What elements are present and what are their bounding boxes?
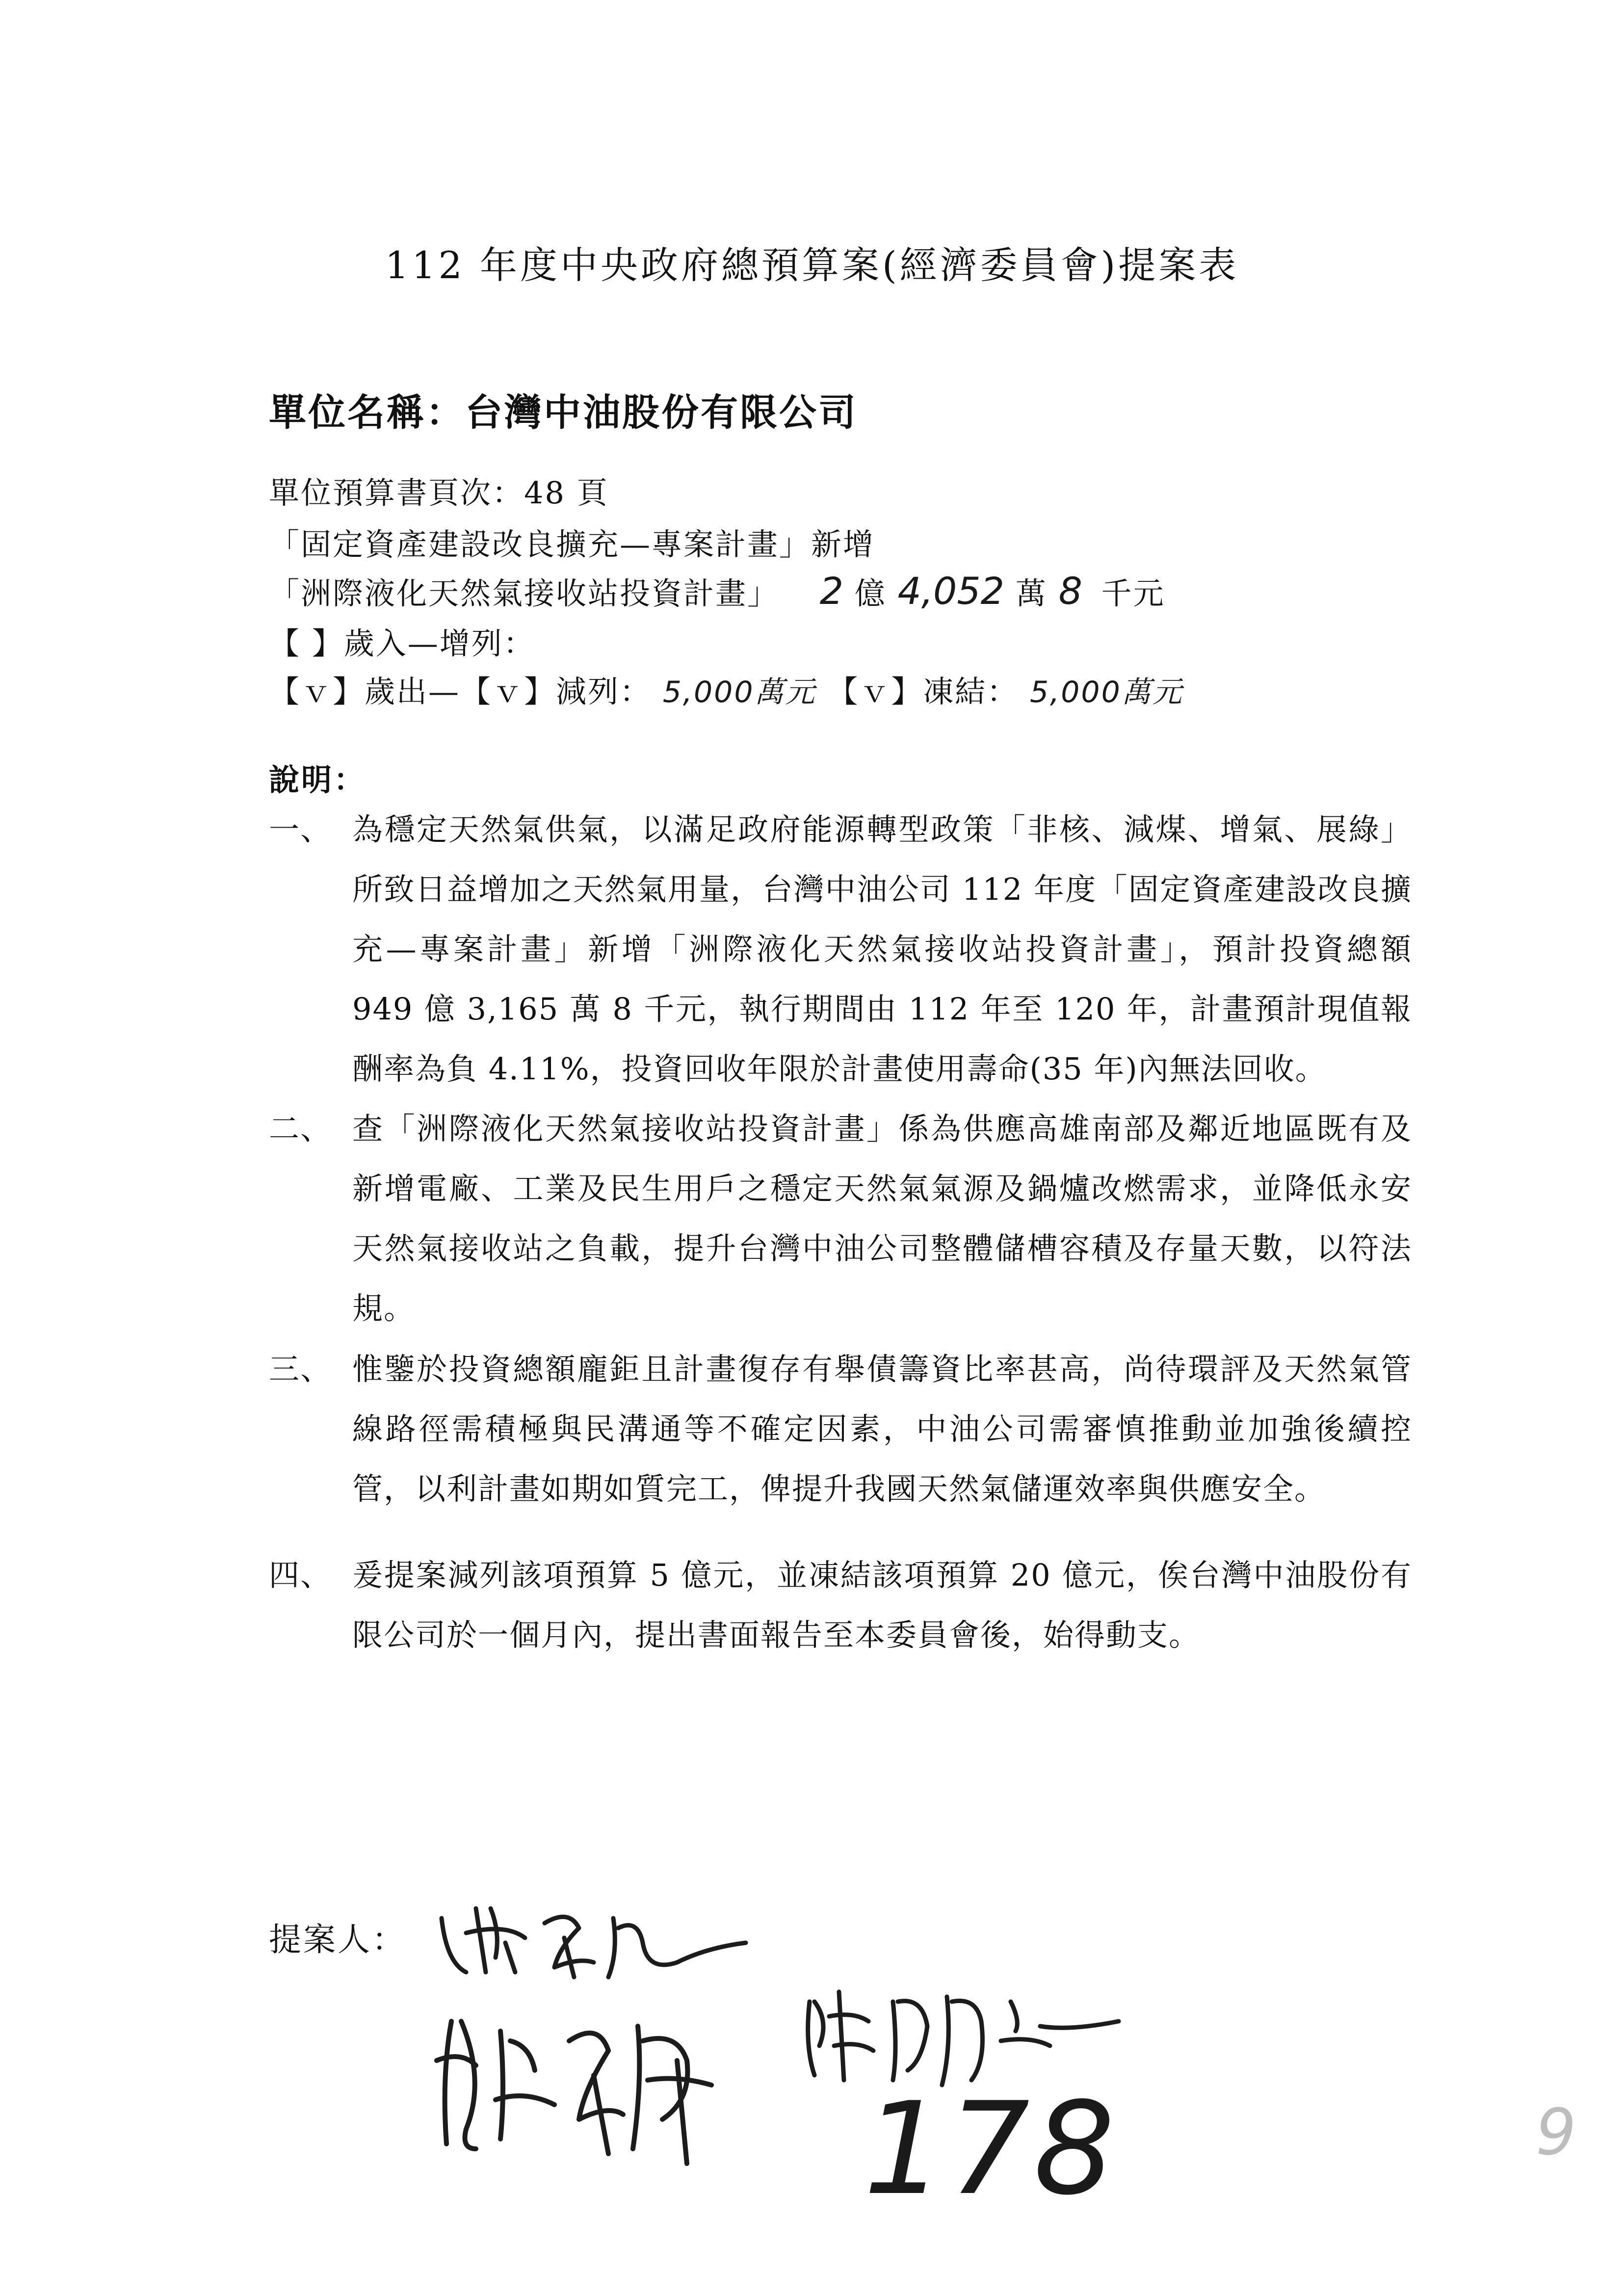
explanation-label: 說明：	[269, 762, 367, 798]
plan-name: 「洲際液化天然氣接收站投資計畫」	[269, 575, 780, 611]
item-number: 四、	[269, 1557, 332, 1593]
explanation-item-3	[269, 1339, 1412, 1519]
explanation-item-4	[269, 1545, 1412, 1665]
explanation-item-1	[269, 800, 1412, 1099]
item-text: 查「洲際液化天然氣接收站投資計畫」係為供應高雄南部及鄰近地區既有及新增電廠、工業及民生用戶之穩定天然氣氣源及鍋爐改燃需求，並降低永安天然氣接收站之負載，提升台灣中油公司整體儲槽容積及存量天數，以符法規。	[352, 1111, 1412, 1326]
plan-line	[269, 569, 1165, 613]
expense-line	[269, 667, 1183, 711]
expense-reduce-amount-handwritten: 5,000萬元	[662, 675, 816, 709]
budget-page-reference: 單位預算書頁次：48 頁	[269, 475, 609, 511]
item-text: 為穩定天然氣供氣，以滿足政府能源轉型政策「非核、減煤、增氣、展綠」所致日益增加之天然氣用量，台灣中油公司 112 年度「固定資產建設改良擴充—專案計畫」新增「洲際液化天然氣接收站投資計畫」，預計投資總額 949 億 3,165 萬 8 千元，執行期間由 112 年至 120 年，計畫預計現值報酬率為負 4.11%，投資回收年限於計畫使用壽命(35 年)內無法回收。	[352, 811, 1412, 1087]
signature-2-image	[432, 2002, 726, 2168]
document-title: 112 年度中央政府總預算案(經濟委員會)提案表	[385, 243, 1239, 287]
explanation-item-2	[269, 1099, 1412, 1338]
expense-freeze-amount-handwritten: 5,000萬元	[1029, 675, 1183, 709]
unit-name: 單位名稱：台灣中油股份有限公司	[269, 391, 858, 434]
signature-1-image	[432, 1889, 756, 1987]
plan-amount-wan-unit: 萬	[1015, 575, 1048, 611]
expense-freeze-label: 【ｖ】凍結：	[827, 674, 1019, 709]
plan-category: 「固定資產建設改良擴充—專案計畫」新增	[269, 526, 875, 562]
plan-amount-tail: 千元	[1101, 575, 1165, 611]
proposer-label: 提案人：	[269, 1921, 406, 1958]
plan-amount-yi-handwritten: 2	[819, 569, 844, 613]
item-number: 二、	[269, 1111, 332, 1147]
expense-line-prefix: 【ｖ】歲出—【ｖ】減列：	[269, 674, 652, 709]
corner-page-mark: 9	[1536, 2095, 1576, 2169]
plan-amount-wan-handwritten: 4,052	[897, 569, 1005, 613]
plan-amount-yi-unit: 億	[854, 575, 887, 611]
revenue-line: 【 】歲入—增列：	[269, 626, 535, 661]
item-number: 一、	[269, 811, 332, 847]
plan-amount-thousand-handwritten: 8	[1058, 569, 1082, 613]
handwritten-page-number: 178	[864, 2075, 1119, 2223]
item-text: 惟鑒於投資總額龐鉅且計畫復存有舉債籌資比率甚高，尚待環評及天然氣管線路徑需積極與民溝通等不確定因素，中油公司需審慎推動並加強後續控管，以利計畫如期如質完工，俾提升我國天然氣儲運效率與供應安全。	[352, 1351, 1412, 1507]
signature-3-image	[795, 1972, 1128, 2090]
item-text: 爰提案減列該項預算 5 億元，並凍結該項預算 20 億元，俟台灣中油股份有限公司於一個月內，提出書面報告至本委員會後，始得動支。	[352, 1557, 1412, 1653]
item-number: 三、	[269, 1351, 332, 1387]
